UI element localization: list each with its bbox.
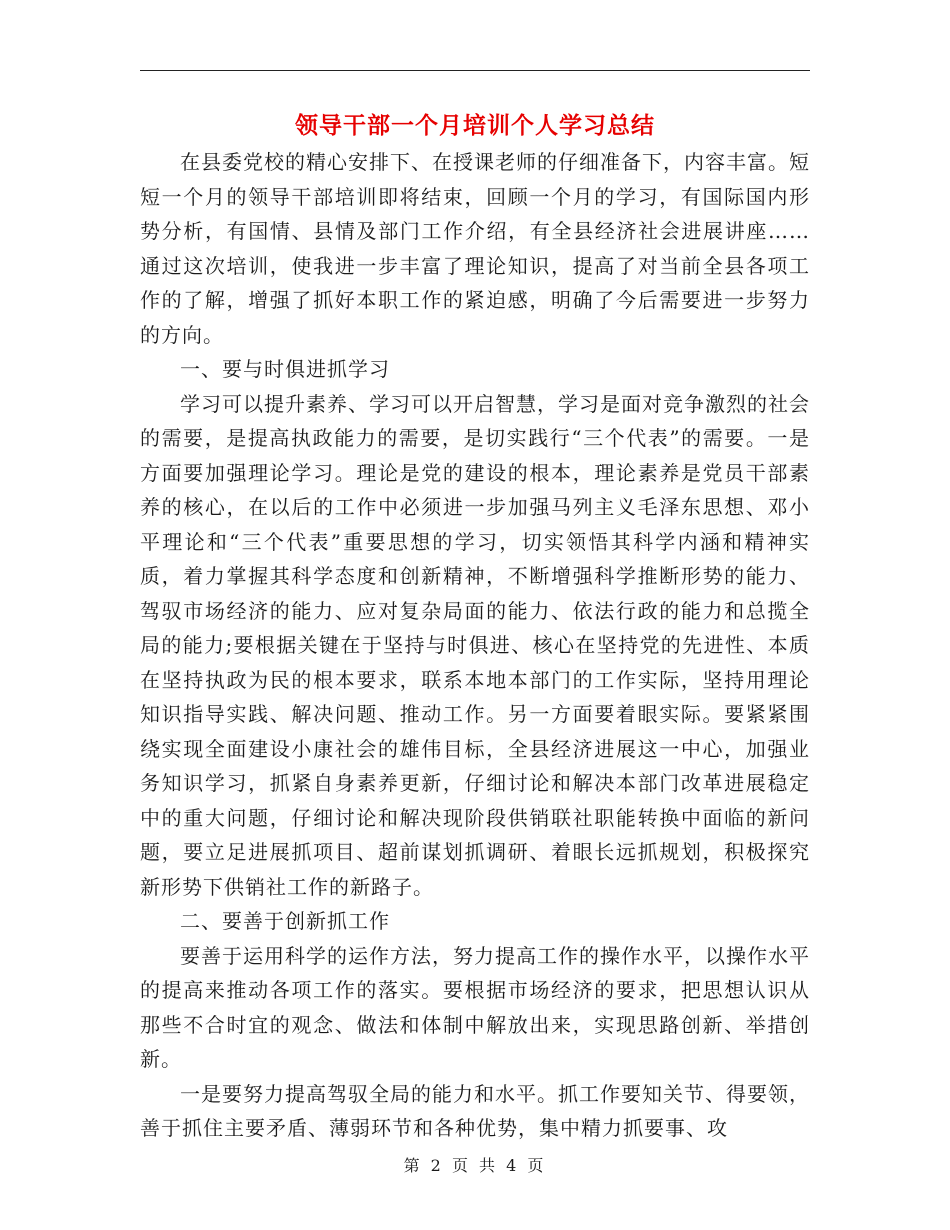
paragraph-intro: 在县委党校的精心安排下、在授课老师的仔细准备下，内容丰富。短短一个月的领导干部培训即将结束，回顾一个月的学习，有国际国内形势分析，有国情、县情及部门工作介绍，有全县经济社会进展讲座……通过这次培训，使我进一步丰富了理论知识，提高了对当前全县各项工作的了解，增强了抓好本职工作的紧迫感，明确了今后需要进一步努力的方向。 xyxy=(140,150,810,347)
paragraph-section-2: 要善于运用科学的运作方法，努力提高工作的操作水平，以操作水平的提高来推动各项工作的落实。要根据市场经济的要求，把思想认识从那些不合时宜的观念、做法和体制中解放出来，实现思路创新、举措创新。 xyxy=(140,943,810,1071)
section-heading-2: 二、要善于创新抓工作 xyxy=(180,909,390,933)
section-heading-1: 一、要与时俱进抓学习 xyxy=(180,357,390,381)
page-number-footer: 第 2 页 共 4 页 xyxy=(403,1156,547,1175)
paragraph-section-1: 学习可以提升素养、学习可以开启智慧，学习是面对竞争激烈的社会的需要，是提高执政能力的需要，是切实践行“三个代表”的需要。一是方面要加强理论学习。理论是党的建设的根本，理论素养是党员干部素养的核心，在以后的工作中必须进一步加强马列主义毛泽东思想、邓小平理论和“三个代表”重要思想的学习，切实领悟其科学内涵和精神实质，着力掌握其科学态度和创新精神，不断增强科学推断形势的能力、驾驭市场经济的能力、应对复杂局面的能力、依法行政的能力和总揽全局的能力;要根据关键在于坚持与时俱进、核心在坚持党的先进性、本质在坚持执政为民的根本要求，联系本地本部门的工作实际，坚持用理论知识指导实践、解决问题、推动工作。另一方面要着眼实际。要紧紧围绕实现全面建设小康社会的雄伟目标，全县经济进展这一中心，加强业务知识学习，抓紧自身素养更新，仔细讨论和解决本部门改革进展稳定中的重大问题，仔细讨论和解决现阶段供销联社职能转换中面临的新问题，要立足进展抓项目、超前谋划抓调研、着眼长远抓规划，积极探究新形势下供销社工作的新路子。 xyxy=(140,391,810,899)
header-rule xyxy=(140,70,810,71)
paragraph-section-2-point-1: 一是要努力提高驾驭全局的能力和水平。抓工作要知关节、得要领，善于抓住主要矛盾、薄弱环节和各种优势，集中精力抓要事、攻 xyxy=(140,1081,810,1140)
document-title: 领导干部一个月培训个人学习总结 xyxy=(295,112,655,139)
document-body xyxy=(140,145,810,1146)
